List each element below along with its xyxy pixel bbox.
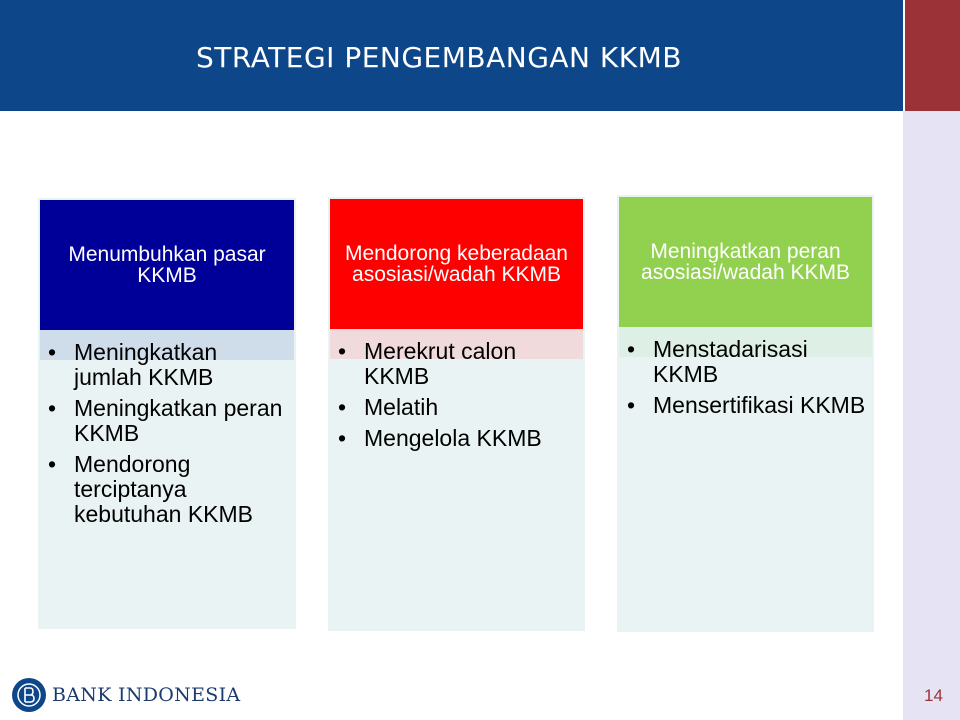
list-item: [627, 393, 866, 418]
bullet-icon: •: [627, 392, 636, 418]
list-item-text: Mendorong terciptanya kebutuhan KKMB: [74, 451, 254, 527]
list-item-text: Meningkatkan jumlah KKMB: [74, 339, 218, 390]
card-list: [48, 340, 288, 533]
logo-text: BANK INDONESIA: [52, 684, 241, 706]
strategy-card-2: [328, 197, 585, 631]
list-item-text: Menstadarisasi KKMB: [653, 336, 808, 387]
list-item: [48, 396, 288, 446]
list-item-text: Meningkatkan peran KKMB: [74, 395, 283, 446]
card-heading: Menumbuhkan pasar KKMB: [40, 200, 294, 330]
list-item-text: Mengelola KKMB: [364, 425, 542, 451]
strategy-card-3: [617, 195, 874, 632]
list-item-text: Mensertifikasi KKMB: [653, 392, 866, 418]
header-accent: [905, 0, 960, 111]
card-list: [338, 339, 577, 457]
bullet-icon: •: [338, 338, 347, 364]
bullet-icon: •: [48, 451, 57, 477]
list-item: [338, 426, 577, 451]
bullet-icon: •: [48, 339, 57, 365]
list-item: [627, 337, 866, 387]
card-list: [627, 337, 866, 424]
bullet-icon: •: [338, 394, 347, 420]
right-sidebar: [903, 111, 960, 720]
bullet-icon: •: [338, 425, 347, 451]
list-item: [338, 395, 577, 420]
bullet-icon: •: [48, 395, 57, 421]
bank-indonesia-emblem-icon: [12, 678, 46, 712]
card-heading: Mendorong keberadaan asosiasi/wadah KKMB: [330, 199, 583, 329]
card-heading: Meningkatkan peran asosiasi/wadah KKMB: [619, 197, 872, 327]
list-item: [48, 340, 288, 390]
slide-title: STRATEGI PENGEMBANGAN KKMB: [196, 41, 682, 74]
list-item-text: Melatih: [364, 394, 439, 420]
bi-monogram-icon: [16, 682, 42, 708]
strategy-card-1: [38, 198, 296, 629]
list-item-text: Merekrut calon KKMB: [364, 338, 517, 389]
bank-indonesia-logo: [12, 677, 240, 713]
list-item: [338, 339, 577, 389]
page-number: 14: [924, 686, 943, 705]
list-item: [48, 452, 288, 527]
bullet-icon: •: [627, 336, 636, 362]
